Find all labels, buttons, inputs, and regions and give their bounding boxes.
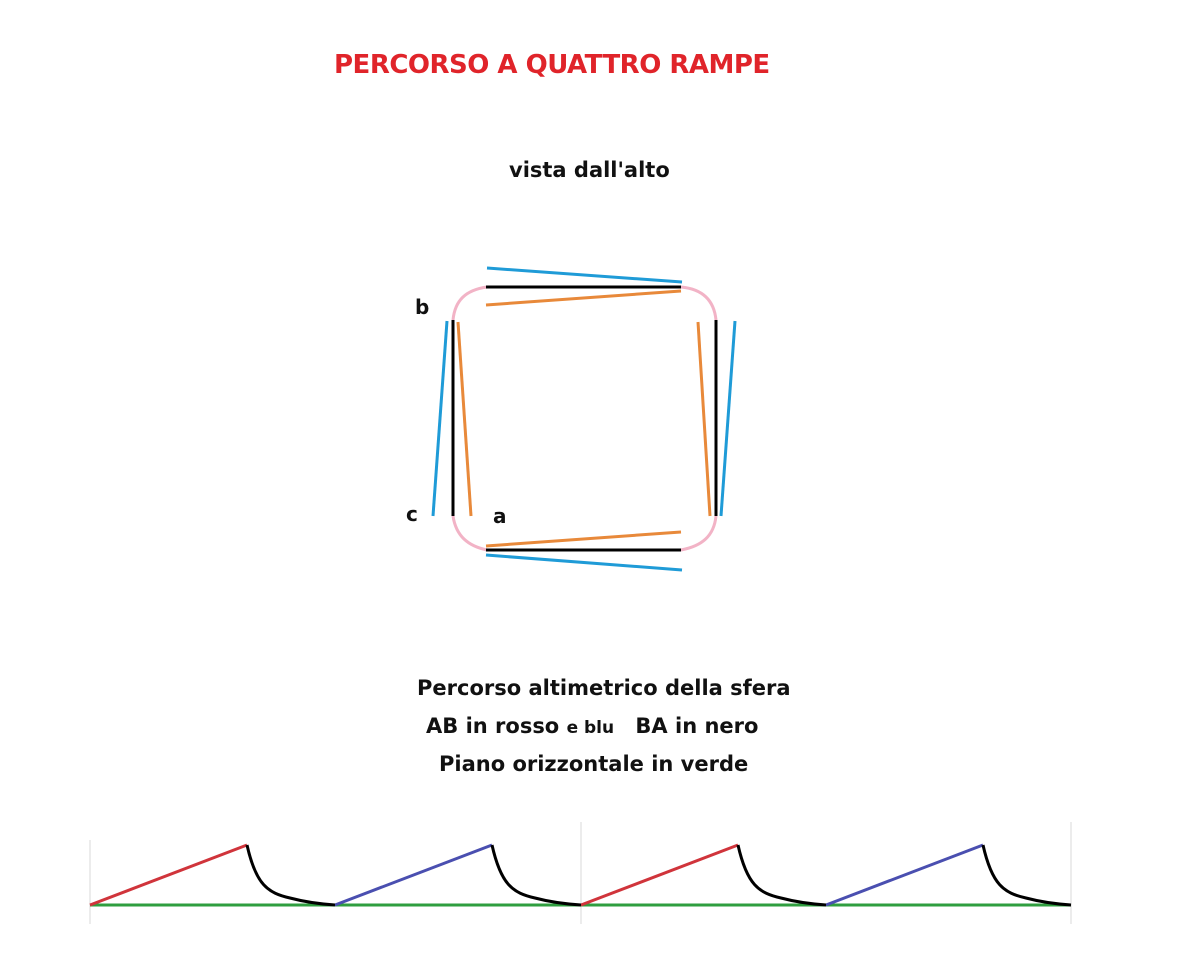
blue-rail-right	[721, 321, 735, 516]
blue-rail-left	[433, 321, 447, 516]
profile-description-line1: Percorso altimetrico della sfera	[417, 676, 791, 700]
red-ramp-1	[90, 845, 247, 905]
corner-top-right	[681, 287, 716, 320]
black-descent-3	[738, 845, 826, 905]
corner-top-left	[453, 287, 487, 320]
top-view-heading: vista dall'alto	[509, 158, 670, 182]
profile-ba-label: BA in nero	[635, 714, 759, 738]
orange-rail-left	[458, 322, 471, 516]
black-descent-2	[492, 845, 581, 905]
profile-description-line2	[426, 714, 758, 738]
corner-bottom-right	[681, 516, 716, 550]
profile-dividers	[90, 822, 1071, 924]
point-label-a: a	[493, 504, 507, 528]
blue-ramp-2	[826, 845, 983, 905]
profile-ab-label: AB in rosso	[426, 714, 560, 738]
profile-description-line3: Piano orizzontale in verde	[439, 752, 749, 776]
blue-rail-bottom	[486, 555, 682, 570]
orange-rail-right	[698, 322, 710, 516]
blue-rails	[433, 268, 735, 570]
black-descent-4	[983, 845, 1071, 905]
orange-rail-bottom	[486, 532, 681, 546]
orange-rail-top	[486, 291, 681, 305]
page-title: PERCORSO A QUATTRO RAMPE	[334, 50, 770, 80]
point-label-b: b	[415, 295, 430, 319]
altimetric-profile	[90, 822, 1071, 924]
red-ramp-2	[581, 845, 738, 905]
blue-ramp-1	[335, 845, 492, 905]
black-descent-1	[247, 845, 335, 905]
blue-rail-top	[487, 268, 682, 282]
corner-bottom-left	[453, 516, 487, 550]
profile-ab-label-blue: e blu	[566, 718, 615, 738]
point-label-c: c	[406, 502, 418, 526]
